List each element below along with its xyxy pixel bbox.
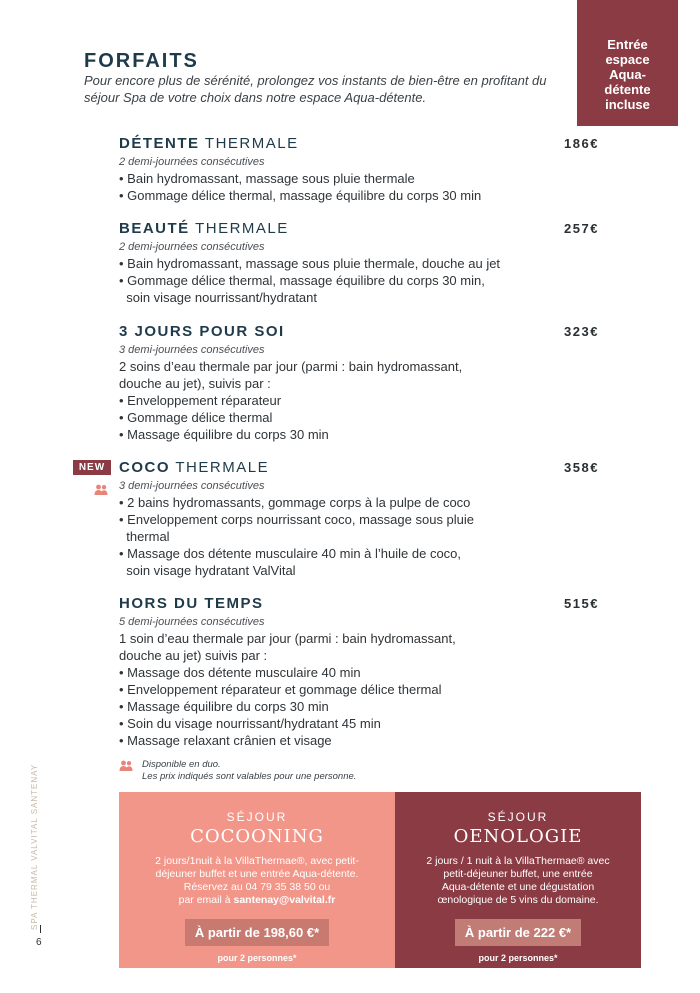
package-name: BEAUTÉ THERMALE [119, 220, 289, 237]
package-subtitle: 2 demi-journées consécutives [119, 241, 265, 253]
detail-line: • 2 bains hydromassants, gommage corps à la pulpe de coco [119, 495, 471, 510]
offer-cocooning [119, 792, 395, 968]
footnote-prices: Les prix indiqués sont valables pour une personne. [142, 771, 357, 782]
side-running-text: SPA THERMAL VALVITAL SANTENAY [30, 763, 39, 930]
offer-label: SÉJOUR [487, 810, 549, 824]
detail-line: douche au jet) suivis par : [119, 648, 268, 663]
detail-line: • Bain hydromassant, massage sous pluie thermale [119, 171, 415, 186]
footnote-duo: Disponible en duo. [142, 759, 221, 770]
offer-title: OENOLOGIE [453, 826, 583, 847]
offer-oenologie [395, 792, 641, 968]
package-price: 257€ [564, 221, 599, 236]
intro-text: Pour encore plus de sérénité, prolongez vos instants de bien-être en profitant du séjour Spa de votre choix dans notre espace Aqua-détente. [84, 73, 547, 105]
package-3-jours [119, 322, 599, 443]
detail-line: • Enveloppement réparateur et gommage délice thermal [119, 682, 442, 697]
offer-desc-line: Aqua-détente et une dégustation [441, 881, 595, 893]
detail-line: • Massage dos détente musculaire 40 min à l’huile de coco, [119, 546, 462, 561]
detail-line: • Enveloppement corps nourrissant coco, massage sous pluie [119, 512, 475, 527]
offer-email-link[interactable]: santenay@valvital.fr [233, 894, 336, 906]
offer-label: SÉJOUR [226, 810, 288, 824]
package-price: 186€ [564, 136, 599, 151]
package-subtitle: 2 demi-journées consécutives [119, 156, 265, 168]
package-detente [119, 134, 599, 204]
package-price: 323€ [564, 324, 599, 339]
offer-email-line: par email à santenay@valvital.fr [178, 894, 336, 906]
detail-line: • Massage équilibre du corps 30 min [119, 699, 329, 714]
package-subtitle: 5 demi-journées consécutives [119, 616, 265, 628]
detail-line: • Massage relaxant crânien et visage [119, 733, 332, 748]
offer-desc-line: petit-déjeuner buffet, une entrée [443, 868, 593, 880]
package-details [119, 494, 589, 579]
detail-line: douche au jet), suivis par : [119, 376, 271, 391]
package-name: 3 JOURS POUR SOI [119, 323, 285, 340]
package-subtitle: 3 demi-journées consécutives [119, 480, 265, 492]
offer-desc-line: œnologique de 5 vins du domaine. [437, 894, 599, 906]
package-details [119, 358, 589, 443]
package-price: 515€ [564, 596, 599, 611]
offer-description [137, 855, 377, 907]
detail-line: thermal [119, 529, 170, 544]
detail-line: • Gommage délice thermal, massage équilibre du corps 30 min, [119, 273, 485, 288]
badge-line: détente [604, 82, 651, 97]
offer-desc-line: déjeuner buffet et une entrée Aqua-détente. [155, 868, 359, 880]
package-price: 358€ [564, 460, 599, 475]
package-details [119, 170, 589, 204]
detail-line: • Soin du visage nourrissant/hydratant 45 min [119, 716, 381, 731]
duo-people-icon [94, 484, 108, 496]
entree-aqua-badge [577, 0, 678, 126]
detail-line: • Massage dos détente musculaire 40 min [119, 665, 361, 680]
detail-line: • Bain hydromassant, massage sous pluie thermale, douche au jet [119, 256, 501, 271]
package-name: DÉTENTE THERMALE [119, 135, 299, 152]
offer-desc-line: 2 jours / 1 nuit à la VillaThermae® avec [426, 855, 610, 867]
offer-price-button[interactable]: À partir de 222 €* [455, 919, 581, 946]
detail-line: soin visage hydratant ValVital [119, 563, 296, 578]
page-divider [40, 925, 41, 933]
package-details [119, 630, 589, 749]
detail-line: • Gommage délice thermal, massage équilibre du corps 30 min [119, 188, 482, 203]
badge-line: espace [605, 52, 650, 67]
package-name: HORS DU TEMPS [119, 595, 264, 612]
footnote [142, 759, 356, 783]
badge-line: Entrée [607, 37, 648, 52]
package-hors-du-temps [119, 594, 599, 749]
package-subtitle: 3 demi-journées consécutives [119, 344, 265, 356]
detail-line: • Gommage délice thermal [119, 410, 273, 425]
offer-title: COCOONING [190, 826, 324, 847]
detail-line: • Massage équilibre du corps 30 min [119, 427, 329, 442]
badge-line: incluse [605, 97, 650, 112]
duo-people-icon [119, 760, 133, 772]
badge-line: Aqua- [609, 67, 646, 82]
page-number: 6 [36, 937, 42, 948]
page-title: FORFAITS [84, 50, 199, 72]
offer-desc-line: 2 jours/1nuit à la VillaThermae®, avec petit- [155, 855, 359, 867]
package-name: COCO THERMALE [119, 459, 270, 476]
package-details [119, 255, 589, 306]
offer-description [398, 855, 638, 907]
new-badge: NEW [73, 460, 111, 475]
detail-line: 1 soin d’eau thermale par jour (parmi : bain hydromassant, [119, 631, 456, 646]
detail-line: 2 soins d’eau thermale par jour (parmi : bain hydromassant, [119, 359, 463, 374]
detail-line: soin visage nourrissant/hydratant [119, 290, 317, 305]
offer-desc-line: Réservez au 04 79 35 38 50 ou [183, 881, 331, 893]
detail-line: • Enveloppement réparateur [119, 393, 282, 408]
package-beaute [119, 219, 599, 306]
offer-per-persons: pour 2 personnes* [478, 953, 558, 963]
package-coco [119, 458, 599, 579]
offer-per-persons: pour 2 personnes* [217, 953, 297, 963]
offer-price-button[interactable]: À partir de 198,60 €* [185, 919, 329, 946]
